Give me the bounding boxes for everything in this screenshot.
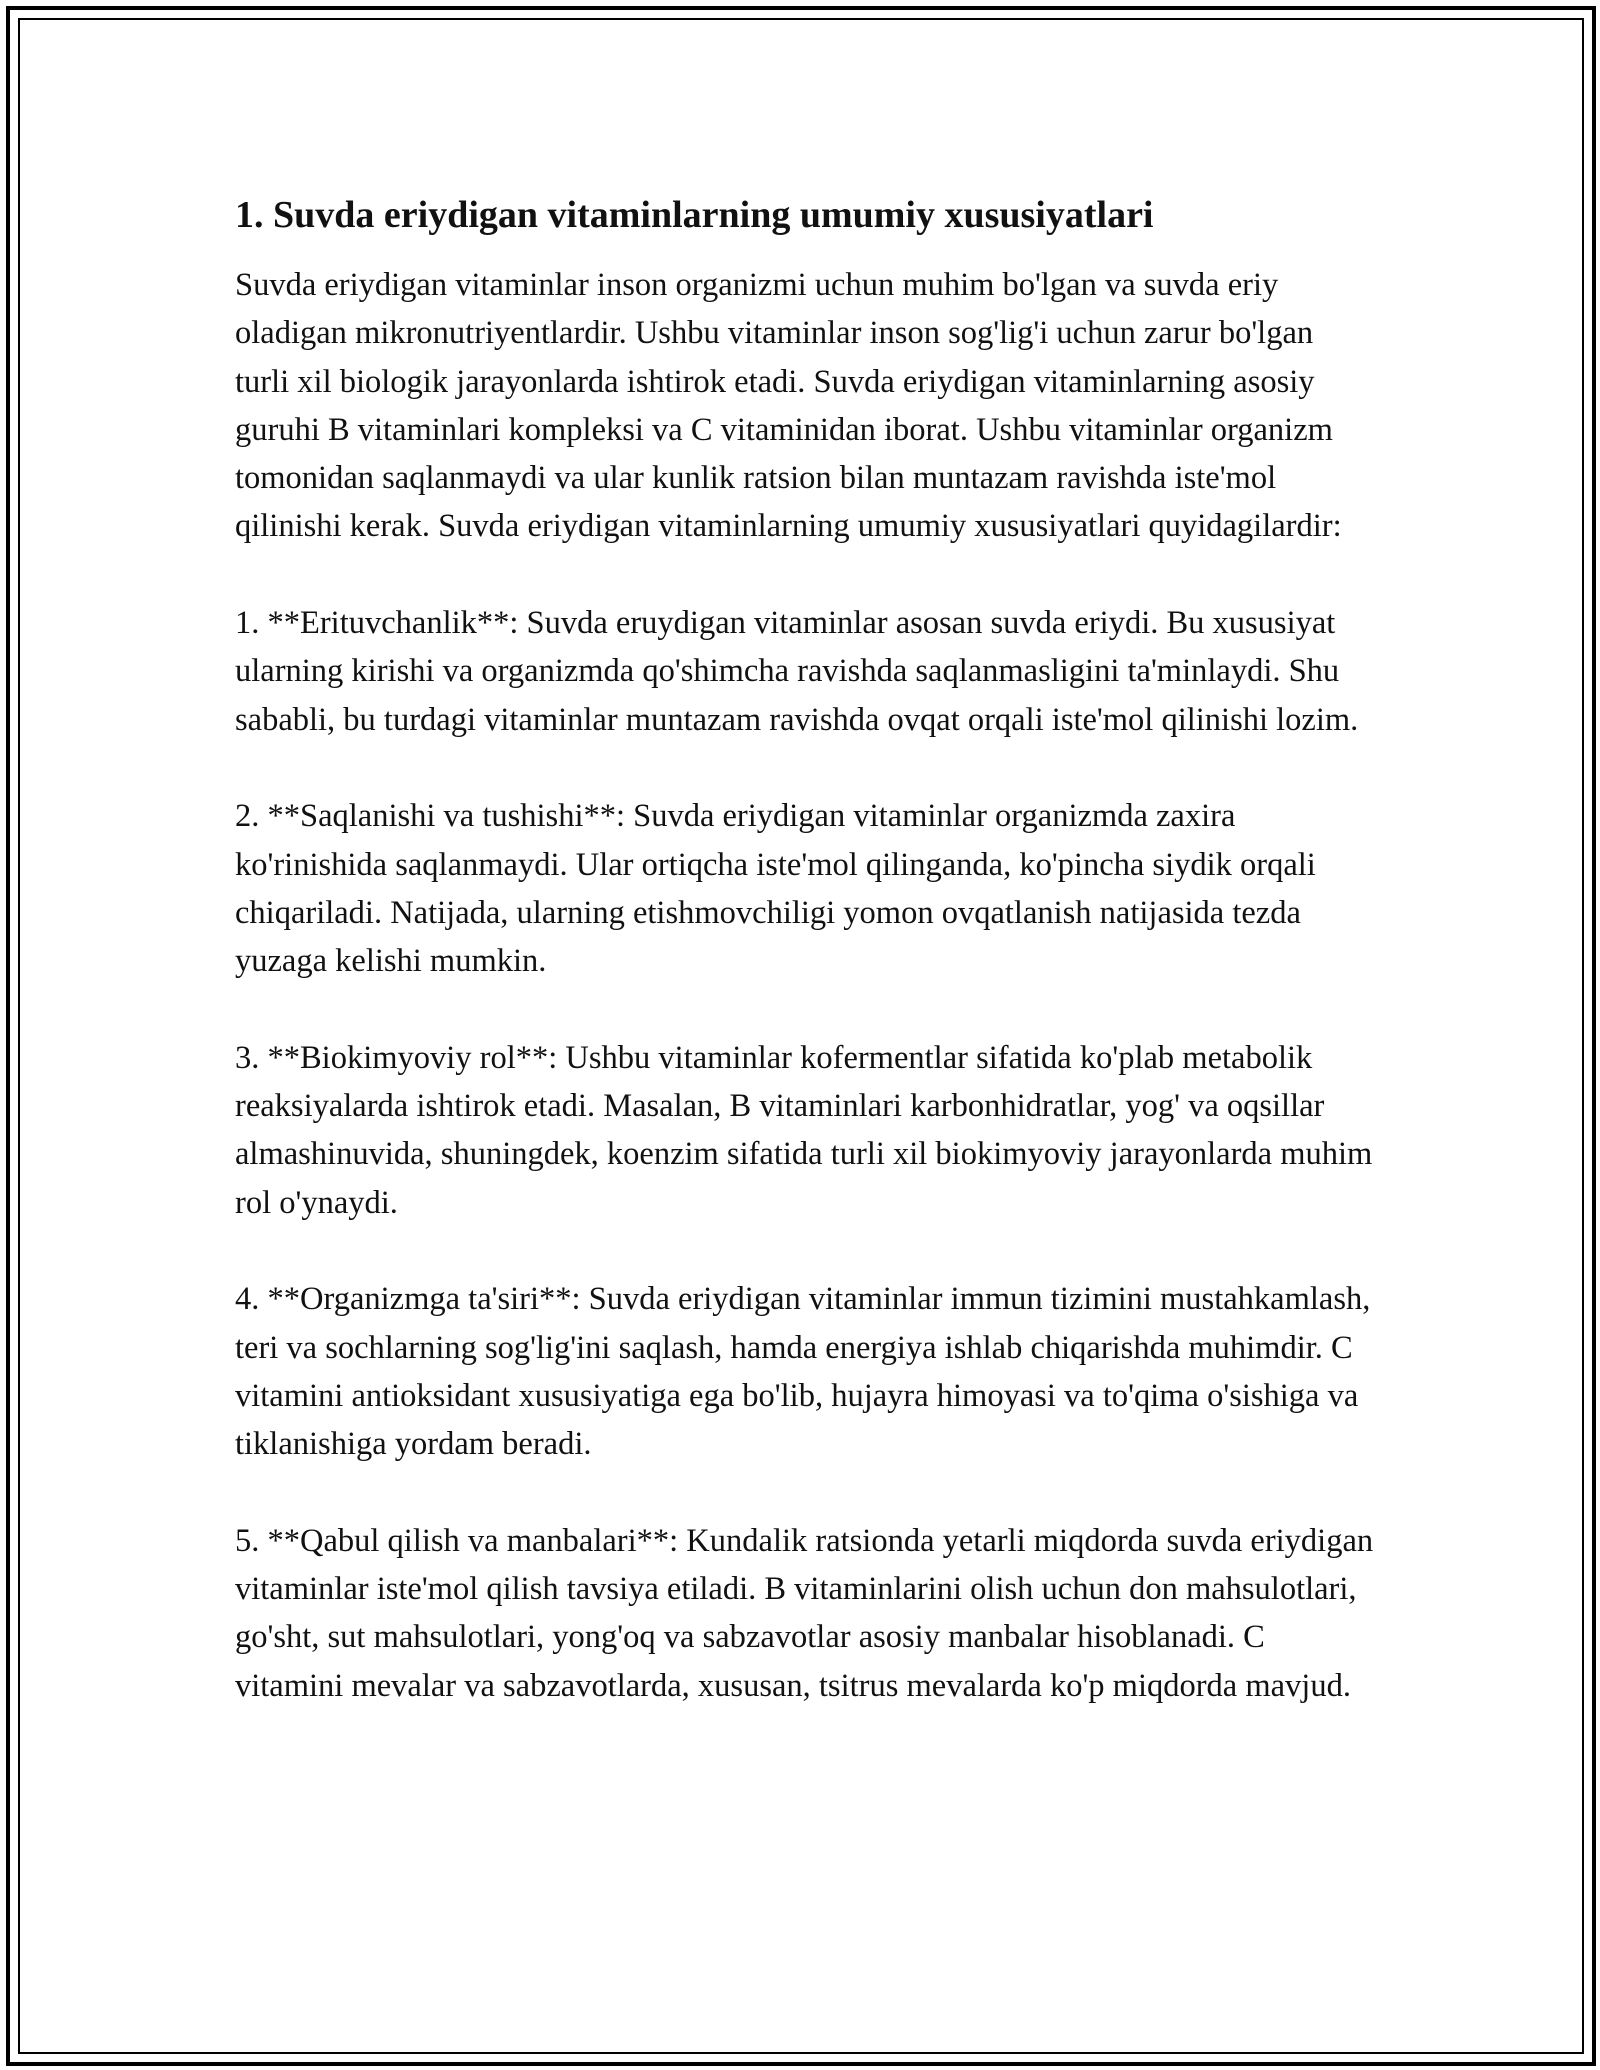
list-item-biochemical-role: 3. **Biokimyoviy rol**: Ushbu vitaminlar kofermentlar sifatida ko'plab metabolik reaksiyalarda ishtirok etadi. Masalan, B vitaminlari karbonhidratlar, yog' va oqsillar almashinuvida, shuningdek, koenzim sifatida turli xil biokimyoviy jarayonlarda muhim rol o'ynaydi. [235,1039,1373,1221]
list-item-solubility: 1. **Erituvchanlik**: Suvda eruydigan vitaminlar asosan suvda eriydi. Bu xususiyat ularning kirishi va organizmda qo'shimcha ravishda saqlanmasligini ta'minlaydi. Shu sababli, bu turdagi vitaminlar muntazam ravishda ovqat orqali iste'mol qilinishi lozim. [235,605,1359,738]
section-heading: 1. Suvda eriydigan vitaminlarning umumiy xususiyatlari [235,194,1154,236]
list-item-storage: 2. **Saqlanishi va tushishi**: Suvda eriydigan vitaminlar organizmda zaxira ko'rinishida saqlanmaydi. Ular ortiqcha iste'mol qilinganda, ko'pincha siydik orqali chiqariladi. Natijada, ularning etishmovchiligi yomon ovqatlanish natijasida tezda yuzaga kelishi mumkin. [235,798,1316,980]
document-body [235,183,1375,1758]
list-item-intake-sources: 5. **Qabul qilish va manbalari**: Kundalik ratsionda yetarli miqdorda suvda eriydigan vitaminlar iste'mol qilish tavsiya etiladi. B vitaminlarini olish uchun don mahsulotlari, go'sht, sut mahsulotlari, yong'oq va sabzavotlar asosiy manbalar hisoblanadi. C vitamini mevalar va sabzavotlarda, xususan, tsitrus mevalarda ko'p miqdorda mavjud. [235,1522,1374,1704]
list-item-body-effect: 4. **Organizmga ta'siri**: Suvda eriydigan vitaminlar immun tizimini mustahkamlash, teri va sochlarning sog'lig'ini saqlash, hamda energiya ishlab chiqarishda muhimdir. C vitamini antioksidant xususiyatiga ega bo'lib, hujayra himoyasi va to'qima o'sishiga va tiklanishiga yordam beradi. [235,1281,1371,1463]
intro-paragraph: Suvda eriydigan vitaminlar inson organizmi uchun muhim bo'lgan va suvda eriy oladigan mikronutriyentlardir. Ushbu vitaminlar inson sog'lig'i uchun zarur bo'lgan turli xil biologik jarayonlarda ishtirok etadi. Suvda eriydigan vitaminlarning asosiy guruhi B vitaminlari kompleksi va C vitaminidan iborat. Ushbu vitaminlar organizm tomonidan saqlanmaydi va ular kunlik ratsion bilan muntazam ravishda iste'mol qilinishi kerak. Suvda eriydigan vitaminlarning umumiy xususiyatlari quyidagilardir: [235,267,1342,545]
